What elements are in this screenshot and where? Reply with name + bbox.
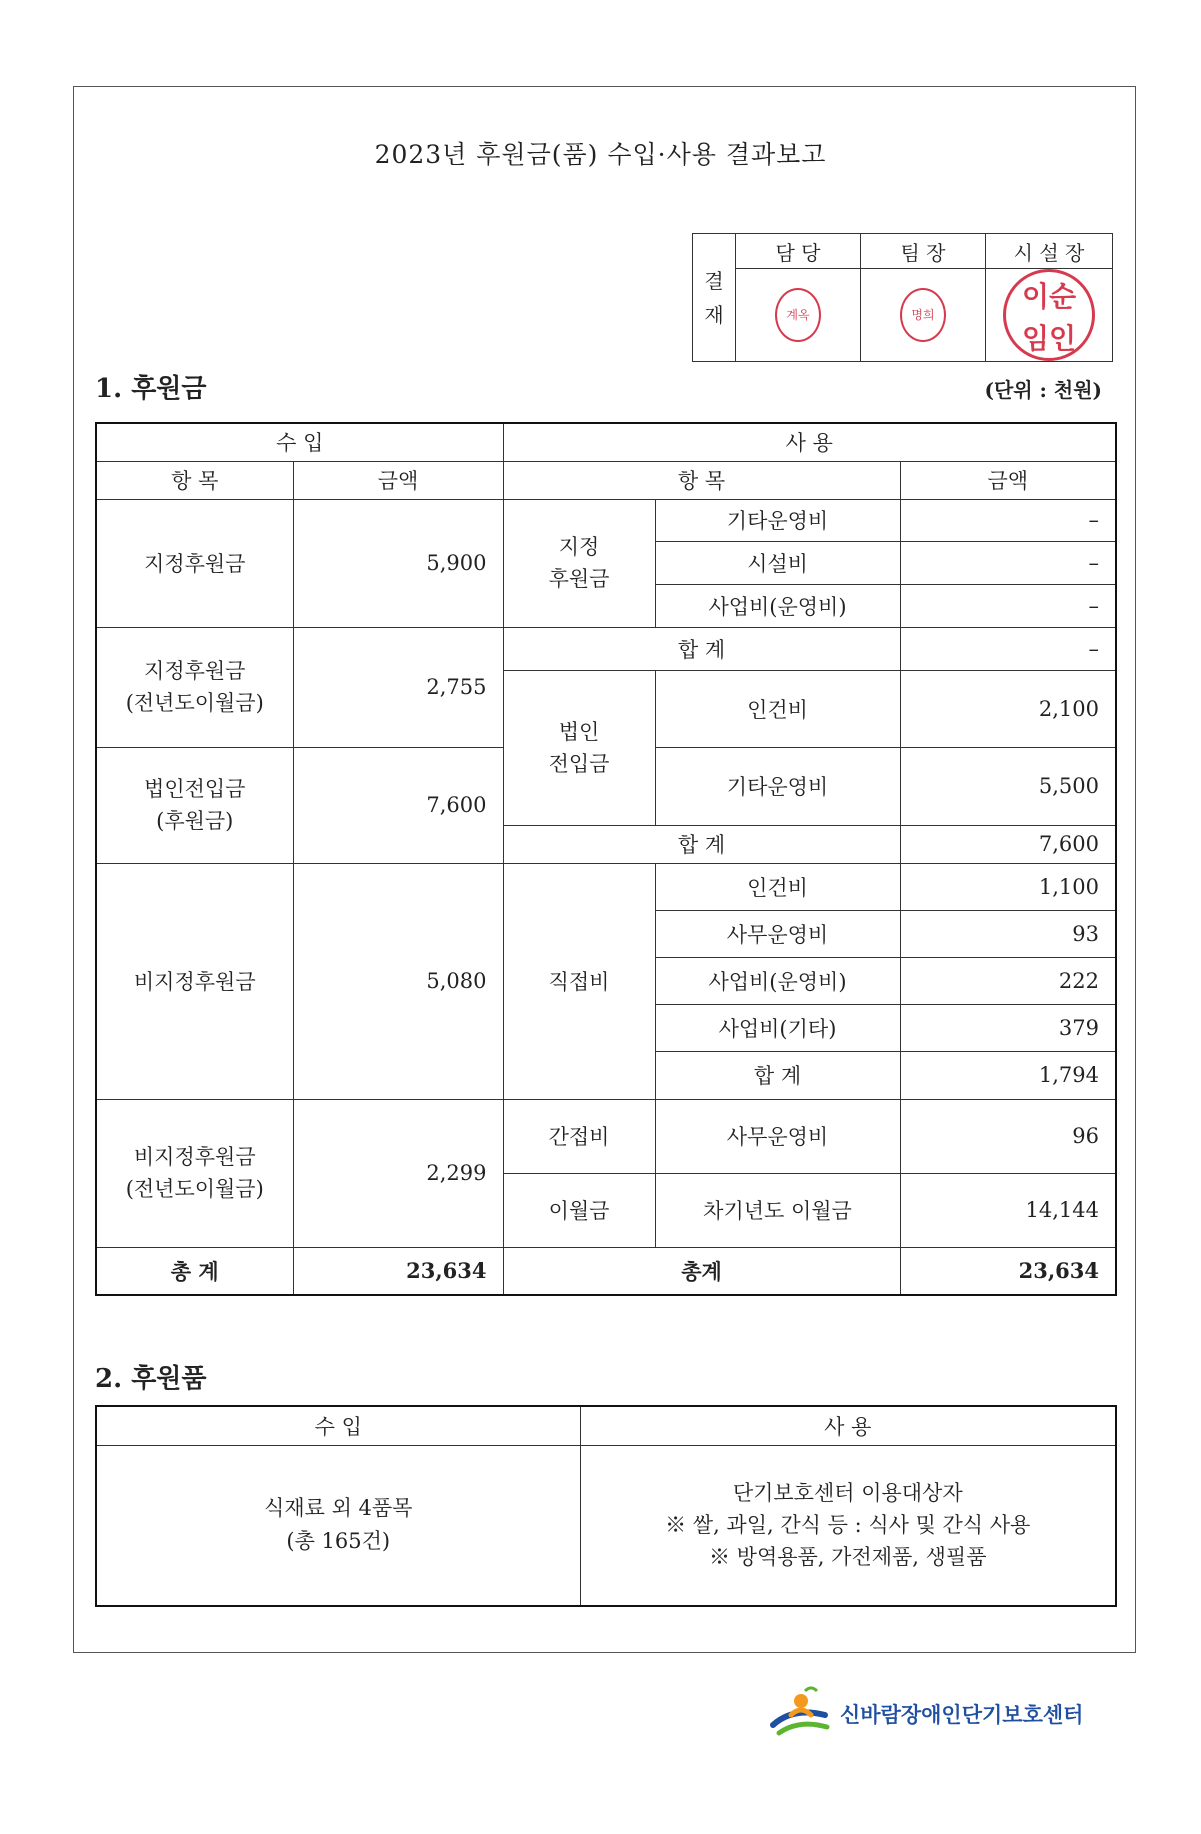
stamp-staff: 계옥 [775, 288, 821, 342]
use-amount: 1,100 [900, 863, 1116, 910]
use-subtotal-label: 합 계 [503, 627, 900, 670]
use-subtotal: 1,794 [900, 1051, 1116, 1099]
role-director: 시 설 장 [986, 234, 1113, 269]
use-subtotal: 7,600 [900, 825, 1116, 863]
use-group-carryover: 이월금 [503, 1173, 655, 1247]
use-amount: 93 [900, 910, 1116, 957]
income-item: 지정후원금 (전년도이월금) [96, 627, 293, 747]
use-amount: 96 [900, 1099, 1116, 1173]
header-use: 사 용 [503, 423, 1116, 461]
use-item: 사업비(기타) [655, 1004, 900, 1051]
total-use-label: 총계 [503, 1247, 900, 1295]
use-item: 사무운영비 [655, 910, 900, 957]
income-amount: 2,755 [293, 627, 503, 747]
use-amount: 2,100 [900, 670, 1116, 747]
use-item: 기타운영비 [655, 499, 900, 541]
section1-heading: 1. 후원금 [95, 374, 207, 404]
income-amount: 5,080 [293, 863, 503, 1099]
use-amount: 14,144 [900, 1173, 1116, 1247]
use-group-direct: 직접비 [503, 863, 655, 1099]
goods-header-use: 사 용 [580, 1406, 1116, 1445]
goods-use-text: 단기보호센터 이용대상자 ※ 쌀, 과일, 간식 등 : 식사 및 간식 사용 ※ 방역용품, 가전제품, 생필품 [580, 1445, 1116, 1606]
stamp-team-leader: 명희 [900, 288, 946, 342]
use-amount: 222 [900, 957, 1116, 1004]
section2-heading: 2. 후원품 [95, 1364, 207, 1394]
use-item: 차기년도 이월금 [655, 1173, 900, 1247]
use-group-indirect: 간접비 [503, 1099, 655, 1173]
stamp-director: 이순 임인 [1003, 269, 1095, 361]
use-amount: – [900, 584, 1116, 627]
donation-money-table [95, 422, 1117, 1296]
logo-mark-icon [765, 1685, 837, 1745]
income-amount: 5,900 [293, 499, 503, 627]
use-amount: – [900, 499, 1116, 541]
total-income-label: 총 계 [96, 1247, 293, 1295]
organization-name: 신바람장애인단기보호센터 [840, 1703, 1084, 1727]
total-use: 23,634 [900, 1247, 1116, 1295]
goods-income-text: 식재료 외 4품목 (총 165건) [96, 1445, 580, 1606]
header-income: 수 입 [96, 423, 503, 461]
header-use-amount: 금액 [900, 461, 1116, 499]
use-amount: – [900, 541, 1116, 584]
header-use-item: 항 목 [503, 461, 900, 499]
role-staff: 담 당 [736, 234, 861, 269]
use-item: 사업비(운영비) [655, 957, 900, 1004]
use-item: 기타운영비 [655, 747, 900, 825]
approval-label: 결 재 [693, 234, 736, 362]
donation-goods-table [95, 1405, 1117, 1607]
page-title: 2023년 후원금(품) 수입·사용 결과보고 [374, 140, 827, 169]
goods-header-income: 수 입 [96, 1406, 580, 1445]
income-item: 비지정후원금 [96, 863, 293, 1099]
use-item: 인건비 [655, 670, 900, 747]
income-item: 법인전입금 (후원금) [96, 747, 293, 863]
use-group-corporate: 법인 전입금 [503, 670, 655, 825]
income-amount: 2,299 [293, 1099, 503, 1247]
header-amount: 금액 [293, 461, 503, 499]
use-group-designated: 지정 후원금 [503, 499, 655, 627]
use-subtotal-label: 합 계 [503, 825, 900, 863]
use-subtotal: – [900, 627, 1116, 670]
use-amount: 379 [900, 1004, 1116, 1051]
unit-label: (단위 : 천원) [984, 378, 1102, 402]
total-income: 23,634 [293, 1247, 503, 1295]
organization-logo [765, 1685, 1095, 1745]
income-amount: 7,600 [293, 747, 503, 863]
income-item: 지정후원금 [96, 499, 293, 627]
use-item: 시설비 [655, 541, 900, 584]
use-subtotal-label: 합 계 [655, 1051, 900, 1099]
use-amount: 5,500 [900, 747, 1116, 825]
approval-table [692, 233, 1113, 362]
header-item: 항 목 [96, 461, 293, 499]
use-item: 사무운영비 [655, 1099, 900, 1173]
use-item: 사업비(운영비) [655, 584, 900, 627]
income-item: 비지정후원금 (전년도이월금) [96, 1099, 293, 1247]
role-team-leader: 팀 장 [861, 234, 986, 269]
use-item: 인건비 [655, 863, 900, 910]
